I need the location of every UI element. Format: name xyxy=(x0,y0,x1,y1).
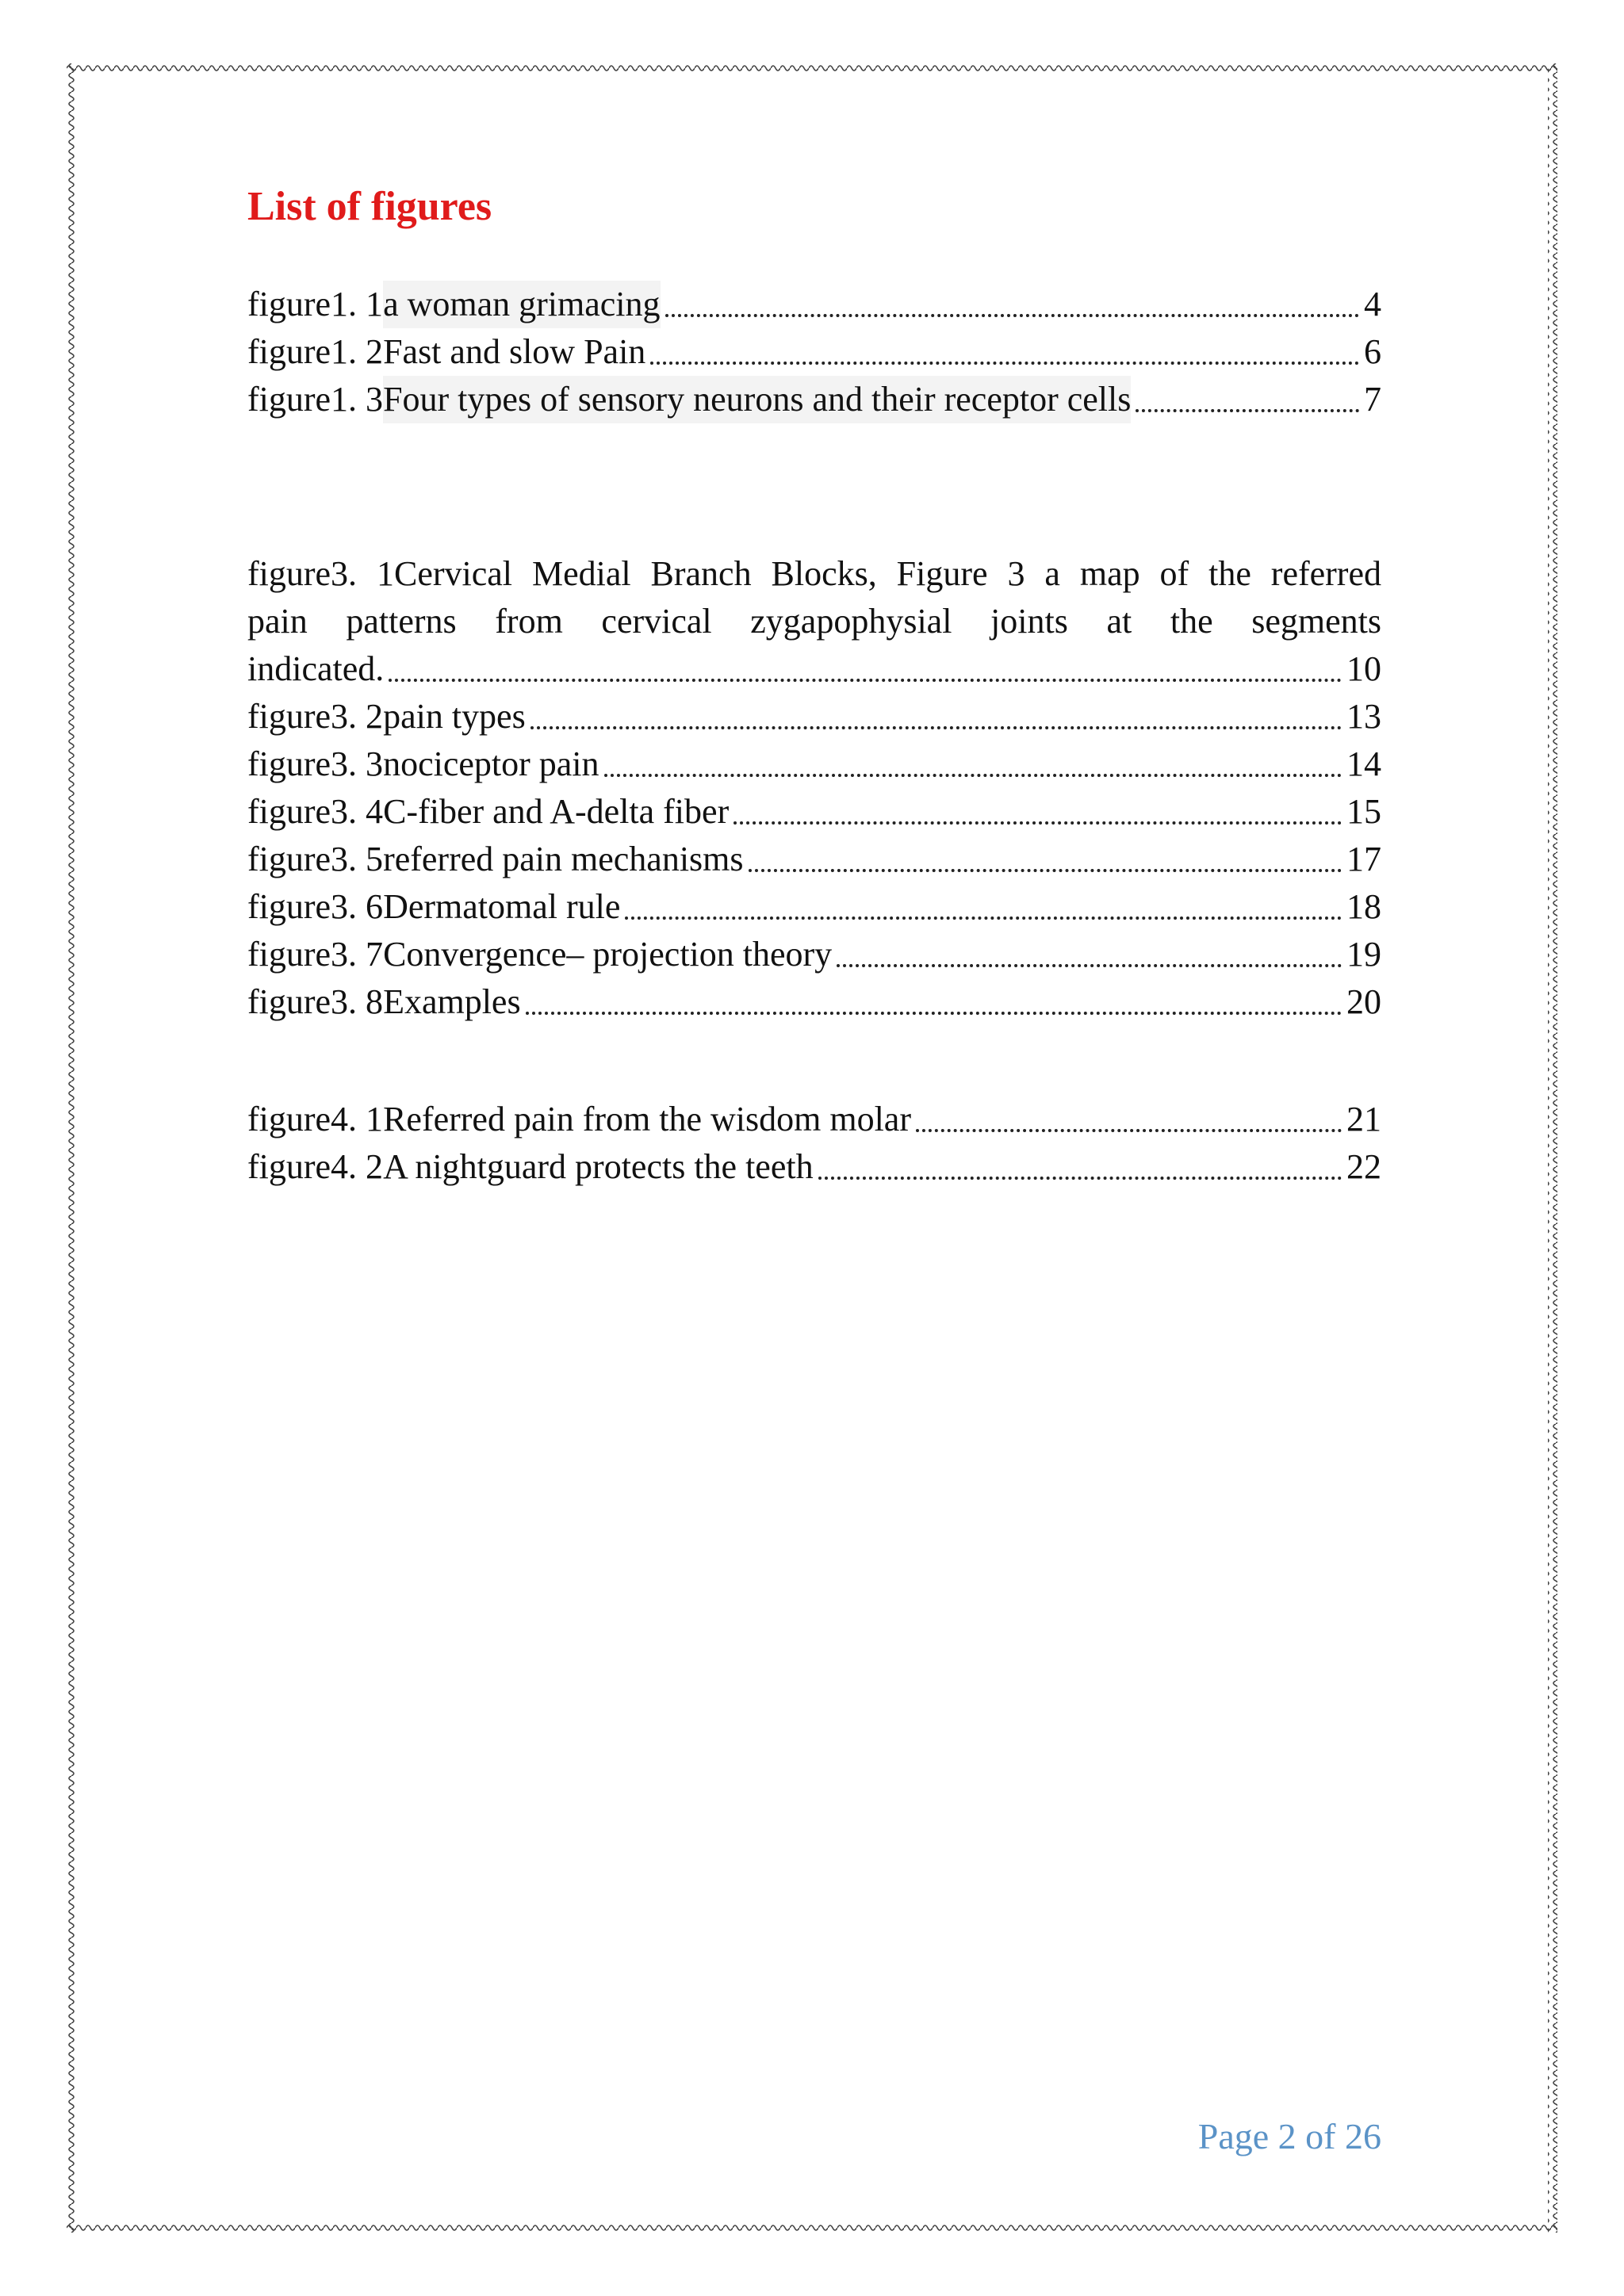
toc-entry-prefix: figure3. 2 xyxy=(247,697,384,737)
toc-page-number: 19 xyxy=(1346,935,1381,974)
toc-entry-line: indicated. xyxy=(247,649,385,689)
toc-entry[interactable] xyxy=(247,1143,1381,1191)
toc-leader-dots xyxy=(818,1177,1342,1180)
spacer xyxy=(247,1026,1381,1096)
toc-leader-dots xyxy=(749,869,1342,872)
toc-leader-dots xyxy=(526,1012,1342,1015)
toc-entry[interactable] xyxy=(247,883,1381,931)
toc-page-number: 15 xyxy=(1346,792,1381,832)
toc-entry-label: Four types of sensory neurons and their receptor cells xyxy=(383,376,1131,423)
toc-entry-label: Examples xyxy=(383,982,521,1022)
toc-entry[interactable] xyxy=(247,1096,1381,1143)
toc-entry[interactable] xyxy=(247,281,1381,328)
toc-page-number: 10 xyxy=(1346,649,1381,689)
toc-entry-line: pain patterns from cervical zygapophysial joints at the segments xyxy=(247,602,1381,641)
toc-entry-prefix: figure1. 3 xyxy=(247,380,384,419)
toc-entry-prefix: figure1. 1 xyxy=(247,285,384,324)
toc-entry[interactable] xyxy=(247,328,1381,376)
toc-page-number: 6 xyxy=(1364,332,1381,372)
toc-entry-label: A nightguard protects the teeth xyxy=(383,1147,814,1187)
toc-entry-prefix: figure3. 3 xyxy=(247,744,384,784)
toc-page-number: 13 xyxy=(1346,697,1381,737)
toc-leader-dots xyxy=(837,964,1342,967)
toc-entry[interactable] xyxy=(247,376,1381,423)
toc-entry-label: pain types xyxy=(383,697,526,737)
toc-leader-dots xyxy=(650,362,1359,365)
toc-entry-label: a woman grimacing xyxy=(383,281,660,328)
toc-entry-label: nociceptor pain xyxy=(383,744,599,784)
toc-leader-dots xyxy=(1136,409,1359,412)
toc-entry-label: C-fiber and A-delta fiber xyxy=(383,792,730,832)
toc-entry[interactable] xyxy=(247,788,1381,836)
toc-leader-dots xyxy=(665,314,1359,317)
toc-entry-prefix: figure4. 2 xyxy=(247,1147,384,1187)
toc-entry-label: Convergence– projection theory xyxy=(383,935,833,974)
toc-page-number: 20 xyxy=(1346,982,1381,1022)
toc-entry[interactable] xyxy=(247,836,1381,883)
toc-entry-prefix: figure3. 7 xyxy=(247,935,384,974)
toc-entry-label: referred pain mechanisms xyxy=(383,840,744,879)
toc-group-3 xyxy=(247,550,1381,1026)
toc-entry-label: Dermatomal rule xyxy=(383,887,621,927)
toc-entry-prefix: figure4. 1 xyxy=(247,1100,384,1139)
toc-entry-prefix: figure3. 6 xyxy=(247,887,384,927)
page-title: List of figures xyxy=(247,184,492,229)
toc-page-number: 7 xyxy=(1364,380,1381,419)
spacer xyxy=(247,423,1381,550)
toc-entry-line: figure3. 1Cervical Medial Branch Blocks, Figure 3 a map of the referred xyxy=(247,554,1381,594)
toc-leader-dots xyxy=(625,916,1342,920)
toc-entry-prefix: figure1. 2 xyxy=(247,332,384,372)
toc-entry[interactable] xyxy=(247,978,1381,1026)
page-footer: Page 2 of 26 xyxy=(1197,2116,1381,2156)
toc-leader-dots xyxy=(733,821,1342,825)
toc-leader-dots xyxy=(604,774,1342,777)
toc-leader-dots xyxy=(530,726,1342,729)
toc-entry-prefix: figure3. 4 xyxy=(247,792,384,832)
toc-page-number: 18 xyxy=(1346,887,1381,927)
toc-entry-prefix: figure3. 8 xyxy=(247,982,384,1022)
toc-entry[interactable] xyxy=(247,931,1381,978)
toc-entry-label: Fast and slow Pain xyxy=(383,332,646,372)
toc-page-number: 22 xyxy=(1346,1147,1381,1187)
toc-entry-prefix: figure3. 5 xyxy=(247,840,384,879)
toc-entry-last-line xyxy=(247,645,1381,693)
toc-group-1 xyxy=(247,281,1381,423)
toc-entry-label: Referred pain from the wisdom molar xyxy=(383,1100,911,1139)
toc-page-number: 17 xyxy=(1346,840,1381,879)
document-content xyxy=(247,182,1381,1191)
toc-page-number: 14 xyxy=(1346,744,1381,784)
toc-entry-multiline[interactable] xyxy=(247,550,1381,693)
toc-leader-dots xyxy=(389,679,1342,682)
toc-page-number: 21 xyxy=(1346,1100,1381,1139)
toc-group-4 xyxy=(247,1096,1381,1191)
toc-leader-dots xyxy=(916,1129,1342,1132)
toc-entry[interactable] xyxy=(247,740,1381,788)
toc-page-number: 4 xyxy=(1364,285,1381,324)
toc-entry[interactable] xyxy=(247,693,1381,740)
